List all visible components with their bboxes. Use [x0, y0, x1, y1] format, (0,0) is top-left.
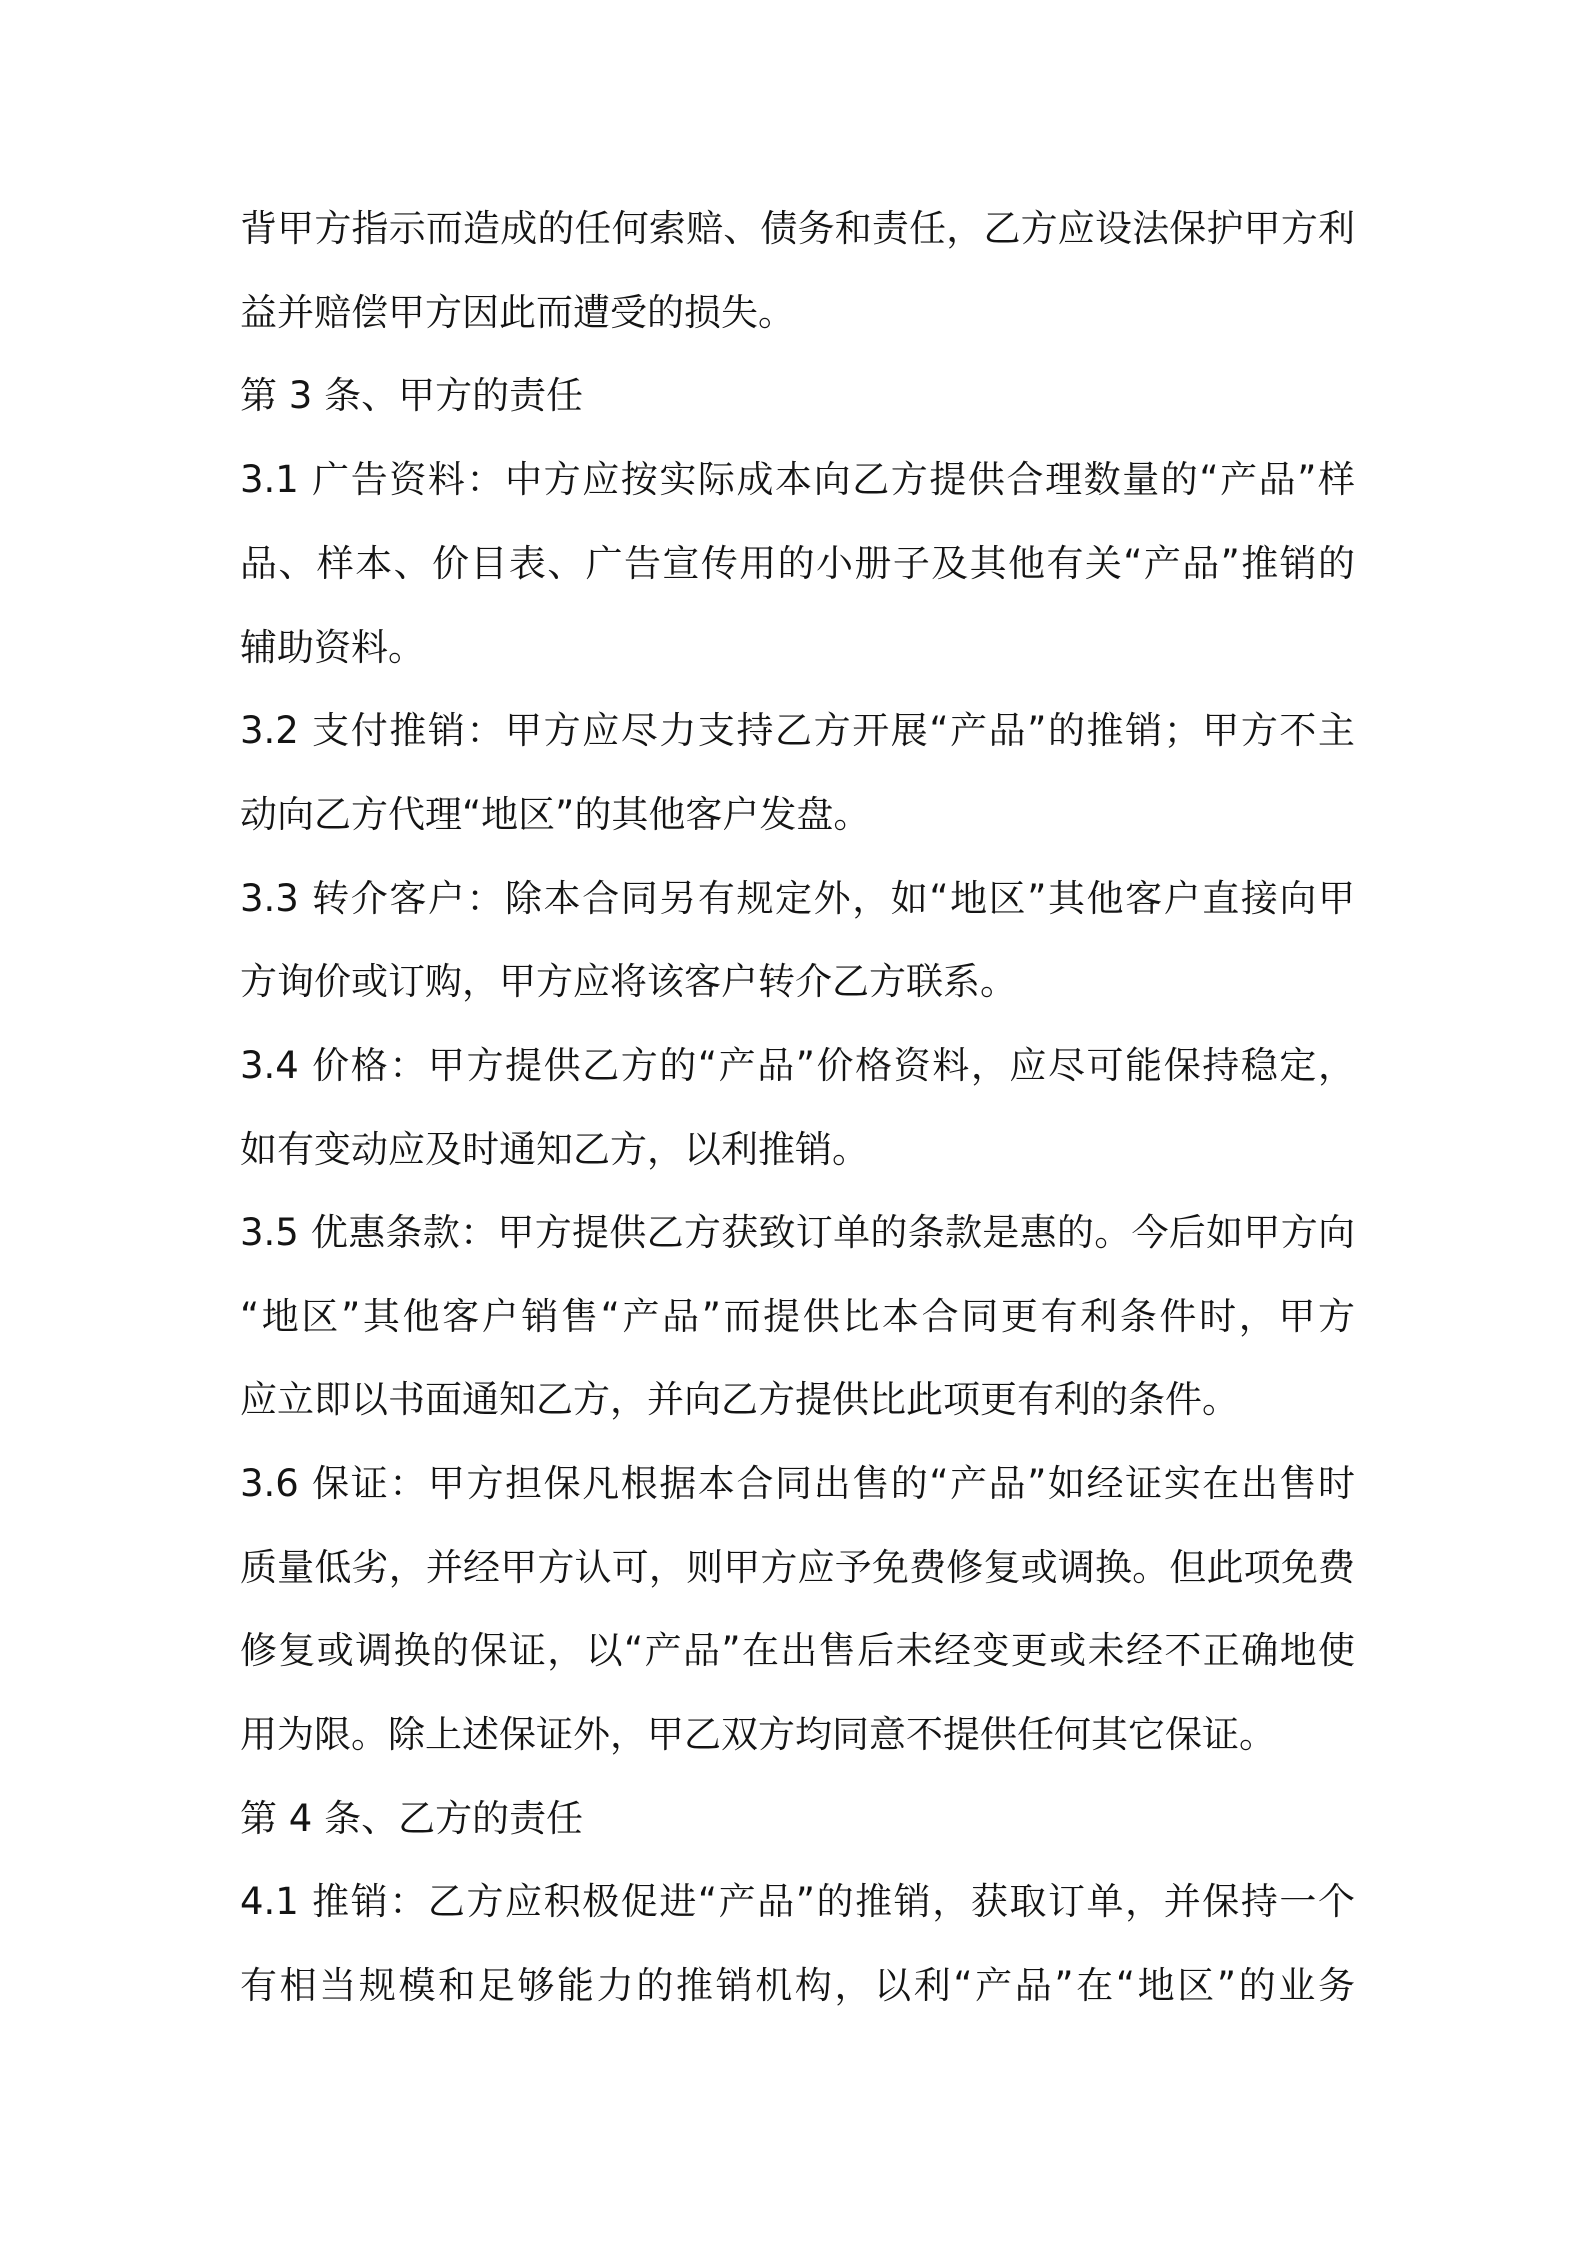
text-line: 如有变动应及时通知乙方，以利推销。 — [240, 1128, 869, 1171]
section-heading: 第 4 条、乙方的责任 — [240, 1797, 584, 1840]
text-line: 品、样本、价目表、广告宣传用的小册子及其他有关“产品”推销的 — [240, 542, 1355, 585]
text-line: 方询价或订购，甲方应将该客户转介乙方联系。 — [240, 960, 1017, 1003]
text-line: 3.6 保证：甲方担保凡根据本合同出售的“产品”如经证实在出售时 — [240, 1462, 1355, 1505]
text-line: 用为限。除上述保证外，甲乙双方均同意不提供任何其它保证。 — [240, 1713, 1276, 1756]
text-line: 质量低劣，并经甲方认可，则甲方应予免费修复或调换。但此项免费 — [240, 1546, 1355, 1589]
text-line: 3.2 支付推销：甲方应尽力支持乙方开展“产品”的推销；甲方不主 — [240, 709, 1355, 752]
text-line: 3.4 价格：甲方提供乙方的“产品”价格资料，应尽可能保持稳定， — [240, 1044, 1355, 1087]
text-line: 3.3 转介客户：除本合同另有规定外，如“地区”其他客户直接向甲 — [240, 877, 1355, 920]
text-line: 应立即以书面通知乙方，并向乙方提供比此项更有利的条件。 — [240, 1378, 1239, 1421]
text-line: 益并赔偿甲方因此而遭受的损失。 — [240, 291, 795, 334]
text-line: 4.1 推销：乙方应积极促进“产品”的推销，获取订单，并保持一个 — [240, 1880, 1355, 1923]
text-line: 背甲方指示而造成的任何索赔、债务和责任，乙方应设法保护甲方利 — [240, 207, 1355, 250]
text-line: “地区”其他客户销售“产品”而提供比本合同更有利条件时，甲方 — [240, 1295, 1355, 1338]
text-line: 3.1 广告资料：中方应按实际成本向乙方提供合理数量的“产品”样 — [240, 458, 1355, 501]
text-line: 修复或调换的保证，以“产品”在出售后未经变更或未经不正确地使 — [240, 1629, 1355, 1672]
text-line: 动向乙方代理“地区”的其他客户发盘。 — [240, 793, 871, 836]
section-heading: 第 3 条、甲方的责任 — [240, 374, 584, 417]
text-line: 3.5 优惠条款：甲方提供乙方获致订单的条款是惠的。今后如甲方向 — [240, 1211, 1355, 1254]
text-line: 辅助资料。 — [240, 626, 425, 669]
text-line: 有相当规模和足够能力的推销机构，以利“产品”在“地区”的业务 — [240, 1964, 1355, 2007]
